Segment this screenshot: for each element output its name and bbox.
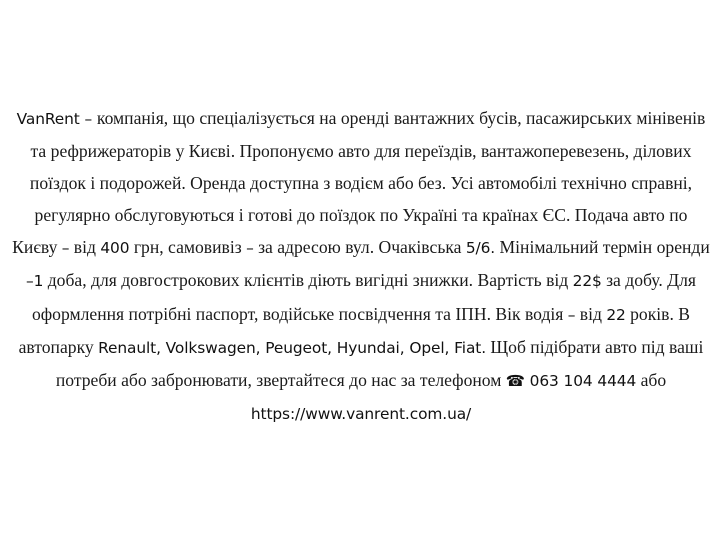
brand-name: VanRent <box>16 110 80 128</box>
text-segment: доба, для довгострокових клієнтів діють вигідні знижки. Вартість від <box>43 270 573 291</box>
fleet-brands: Renault, Volkswagen, Peugeot, Hyundai, Opel, Fiat. <box>98 338 486 357</box>
text-segment: за добу. Для оформлення потрібні паспорт, водійське посвідчення та ІПН. Вік водія <box>31 270 696 324</box>
text-segment: або <box>636 369 667 390</box>
day-price: 22$ <box>572 272 602 291</box>
text-segment: грн, самовивіз <box>129 237 247 258</box>
article-paragraph <box>12 102 710 430</box>
dash: – <box>79 110 97 128</box>
dash: – <box>61 239 70 258</box>
text-segment: від <box>69 237 101 258</box>
address-number: 5/6. <box>465 239 496 258</box>
text-segment: компанія, що спеціалізується на оренді вантажних бусів, пасажирських мінівенів та рефрижераторів у Києві. Пропонуємо авто для переїздів, вантажоперевезень, ділових поїздок і подорожей. Оренда доступна з водієм або без. Усі автомобілі технічно справні, регулярно обслуговуються і готові до поїздок по Україні та країнах ЄС. Подача авто по Києву <box>12 108 706 258</box>
delivery-price: 400 <box>100 239 130 258</box>
text-segment: від <box>575 303 607 324</box>
driver-age: 22 <box>606 305 626 324</box>
dash: – <box>567 305 576 324</box>
website-link[interactable]: https://www.vanrent.com.ua/ <box>250 404 472 423</box>
text-segment: Щоб підібрати авто під ваші потреби або забронювати, звертайтеся до нас за телефоном <box>55 336 704 390</box>
min-rent-term: –1 <box>26 272 44 291</box>
text-segment: років. В автопарку <box>18 303 691 357</box>
dash: – <box>246 239 254 258</box>
phone-number[interactable]: ☎ 063 104 4444 <box>505 371 637 390</box>
text-segment: Мінімальний термін оренди <box>495 237 710 258</box>
text-segment: за адресою вул. Очаківська <box>253 237 466 258</box>
